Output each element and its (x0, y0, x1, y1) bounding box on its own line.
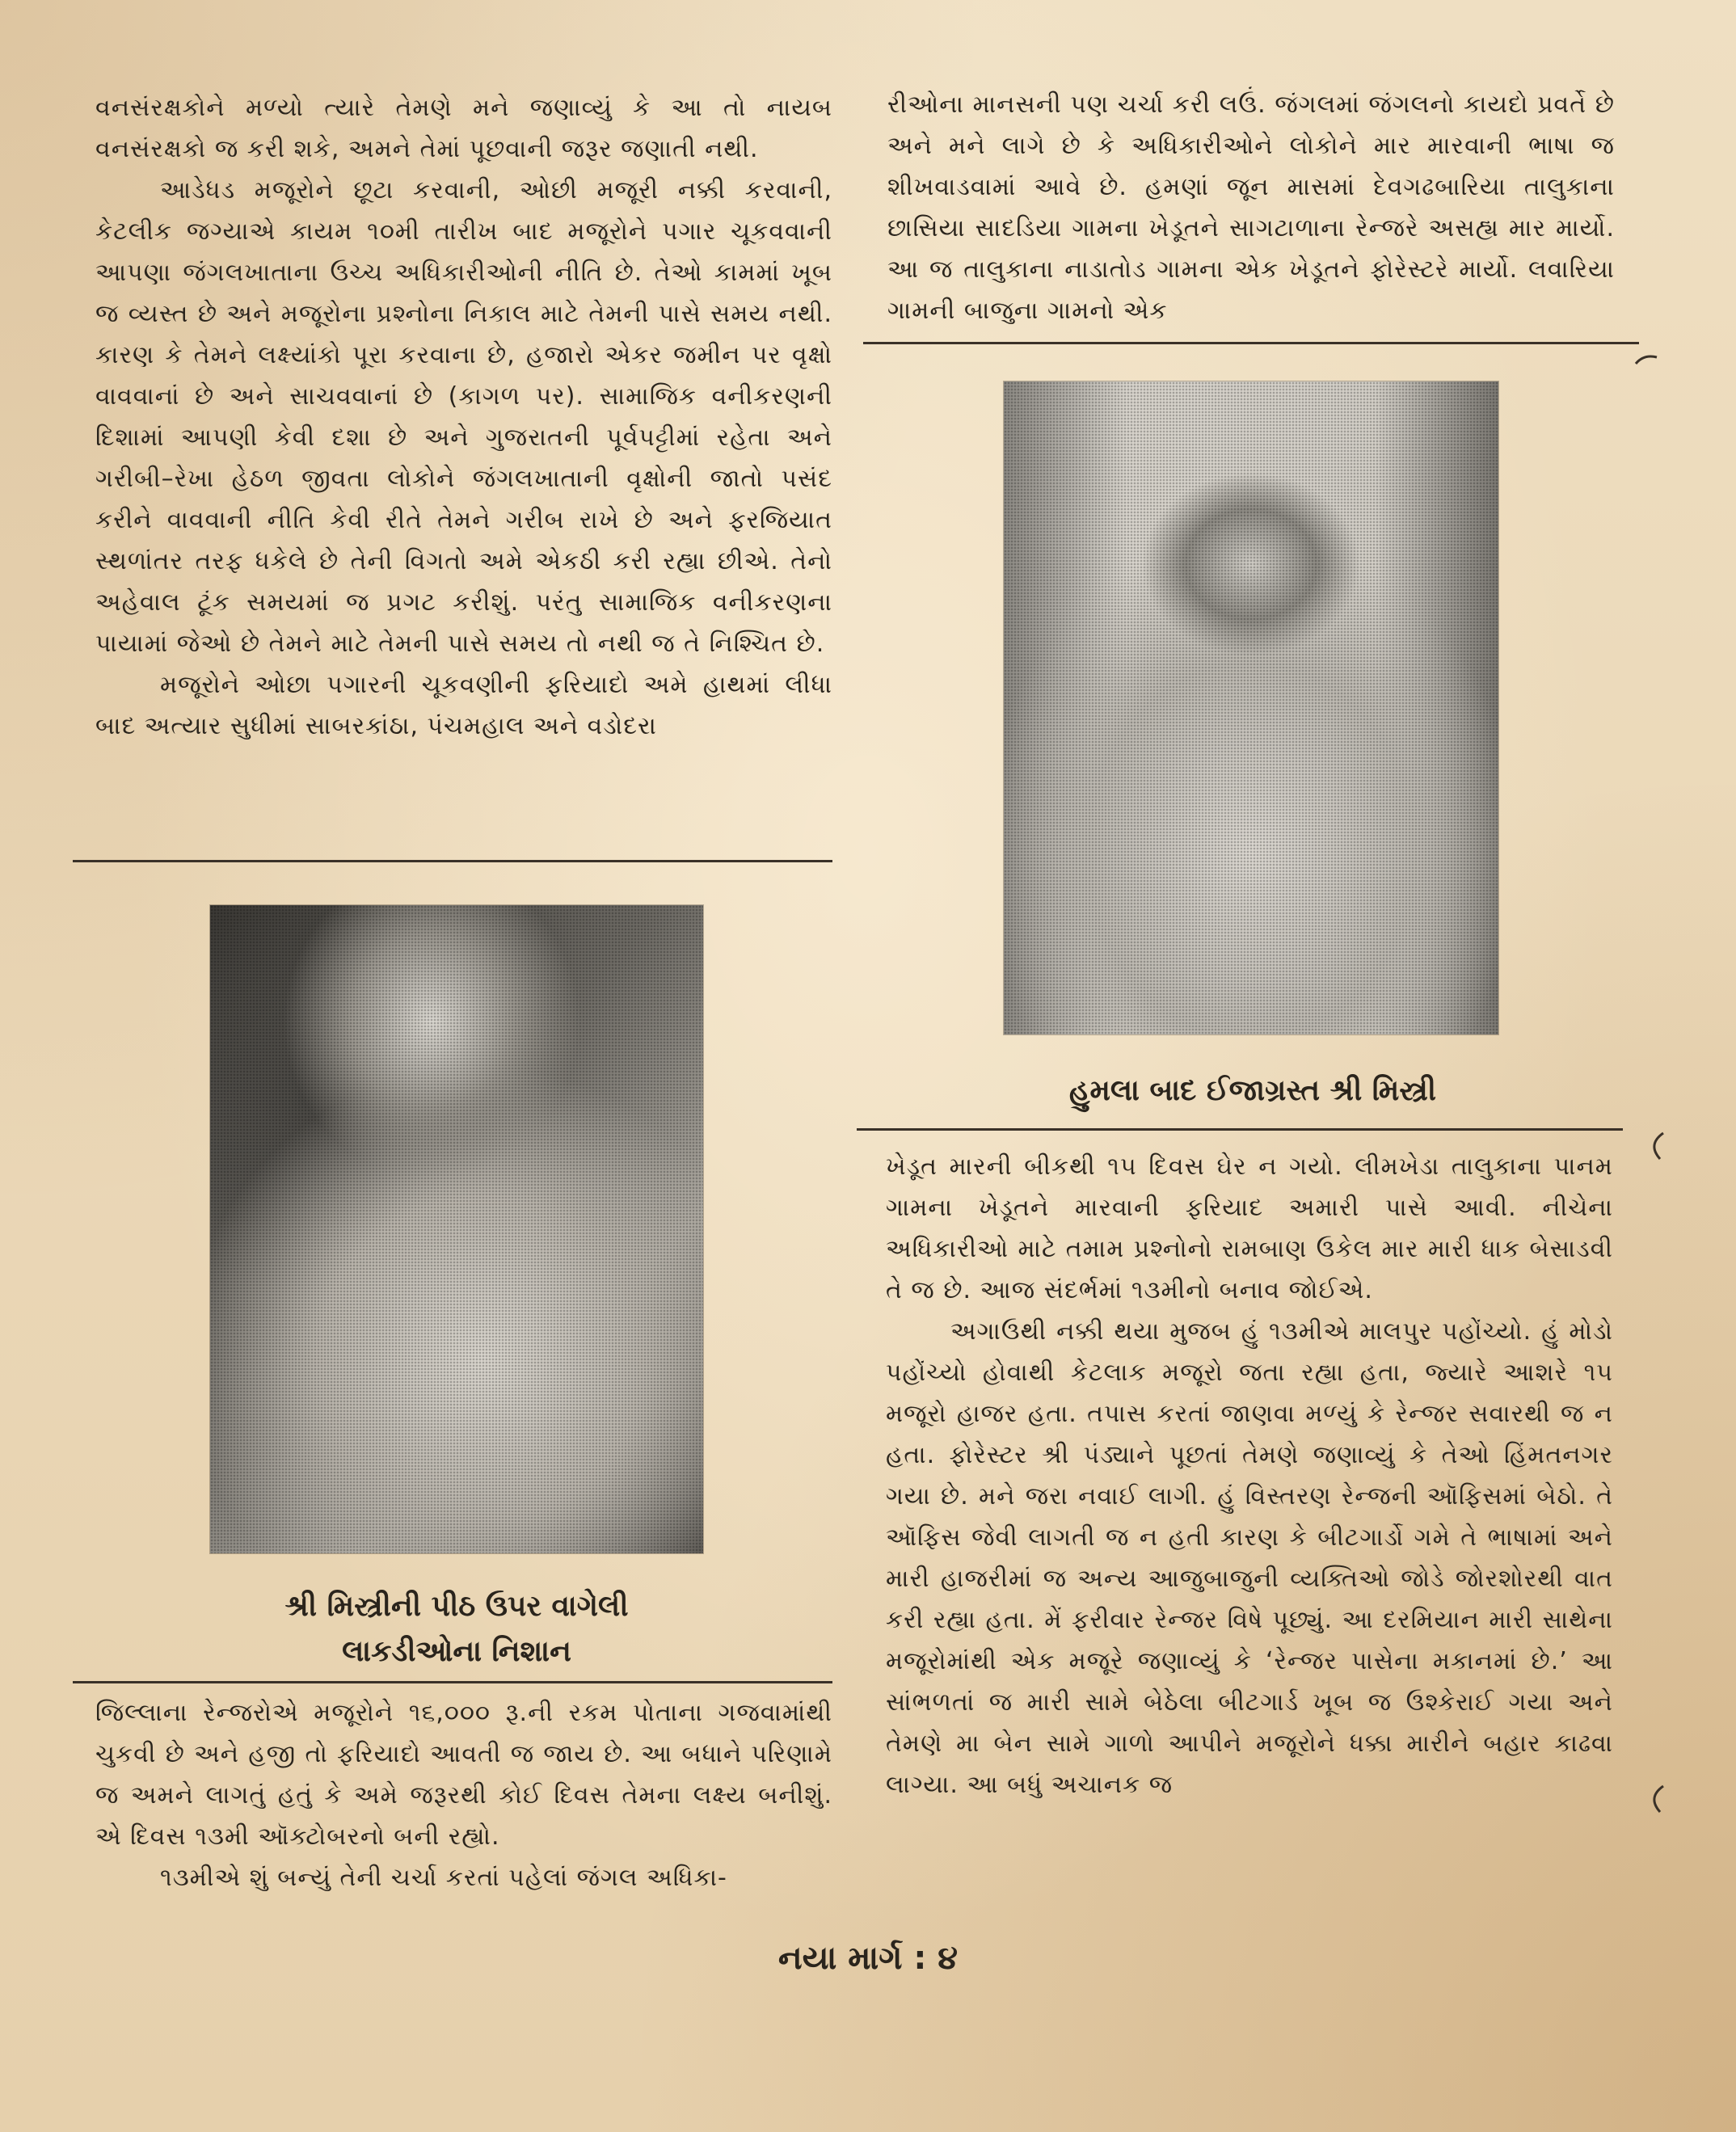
halftone-texture (1004, 381, 1498, 1034)
photo-back-injury (210, 905, 703, 1553)
divider-left-bottom (73, 1681, 832, 1683)
left-column-bottom-text (95, 1692, 832, 1898)
caption-left-line1: શ્રી મિસ્ત્રીની પીઠ ઉપર વાગેલી (284, 1590, 629, 1623)
divider-right-bottom (857, 1128, 1623, 1131)
paragraph: ખેડૂત મારની બીકથી ૧૫ દિવસ ઘેર ન ગયો. લીમખેડા તાલુકાના પાનમ ગામના ખેડૂતને મારવાની ફરિયાદ અમારી પાસે આવી. નીચેના અધિકારીઓ માટે તમામ પ્રશ્નોનો રામબાણ ઉકેલ માર મારી ધાક બેસાડવી તે જ છે. આજ સંદર્ભમાં ૧૩મીનો બનાવ જોઈએ. (886, 1152, 1613, 1304)
binding-mark-icon (1633, 348, 1665, 380)
paragraph: અગાઉથી નક્કી થયા મુજબ હું ૧૩મીએ માલપુર પહોંચ્યો. હું મોડો પહોંચ્યો હોવાથી કેટલાક મજૂરો જતા રહ્યા હતા, જ્યારે આશરે ૧૫ મજૂરો હાજર હતા. તપાસ કરતાં જાણવા મળ્યું કે રેન્જર સવારથી જ ન હતા. ફોરેસ્ટર શ્રી પંડ્યાને પૂછતાં તેમણે જણાવ્યું કે તેઓ હિંમતનગર ગયા છે. મને જરા નવાઈ લાગી. હું વિસ્તરણ રેન્જની ઑફિસમાં બેઠો. તે ઑફિસ જેવી લાગતી જ ન હતી કારણ કે બીટગાર્ડો ગમે તે ભાષામાં અને મારી હાજરીમાં જ અન્ય આજુબાજુની વ્યક્તિઓ જોડે જોરશોરથી વાત કરી રહ્યા હતા. મેં ફરીવાર રેન્જર વિષે પૂછ્યું. આ દરમિયાન મારી સાથેના મજૂરોમાંથી એક મજૂરે જણાવ્યું કે ‘રેન્જર પાસેના મકાનમાં છે.’ આ સાંભળતાં જ મારી સામે બેઠેલા બીટગાર્ડ ખૂબ જ ઉશ્કેરાઈ ગયા અને તેમણે મા બેન સામે ગાળો આપીને મજૂરોને ધક્કા મારીને બહાર કાઢવા લાગ્યા. આ બધું અચાનક જ (886, 1317, 1613, 1799)
binding-mark-icon (1639, 1130, 1671, 1162)
paragraph: વનસંરક્ષકોને મળ્યો ત્યારે તેમણે મને જણાવ્યું કે આ તો નાયબ વનસંરક્ષકો જ કરી શકે, અમને તેમાં પૂછવાની જરૂર જણાતી નથી. (95, 94, 832, 163)
right-column-bottom-text (886, 1146, 1613, 1805)
paragraph: આડેધડ મજૂરોને છૂટા કરવાની, ઓછી મજૂરી નક્કી કરવાની, કેટલીક જગ્યાએ કાયમ ૧૦મી તારીખ બાદ મજૂરોને પગાર ચૂકવવાની આપણા જંગલખાતાના ઉચ્ચ અધિકારીઓની નીતિ છે. તેઓ કામમાં ખૂબ જ વ્યસ્ત છે અને મજૂરોના પ્રશ્નોના નિકાલ માટે તેમની પાસે સમય નથી. કારણ કે તેમને લક્ષ્યાંકો પૂરા કરવાના છે, હજારો એકર જમીન પર વૃક્ષો વાવવાનાં છે અને સાચવવાનાં છે (કાગળ પર). સામાજિક વનીકરણની દિશામાં આપણી કેવી દશા છે અને ગુજરાતની પૂર્વપટ્ટીમાં રહેતા અને ગરીબી–રેખા હેઠળ જીવતા લોકોને જંગલખાતાની વૃક્ષોની જાતો પસંદ કરીને વાવવાની નીતિ કેવી રીતે તેમને ગરીબ રાખે છે અને ફરજિયાત સ્થળાંતર તરફ ધકેલે છે તેની વિગતો અમે એકઠી કરી રહ્યા છીએ. તેનો અહેવાલ ટૂંક સમયમાં જ પ્રગટ કરીશું. પરંતુ સામાજિક વનીકરણના પાયામાં જેઓ છે તેમને માટે તેમની પાસે સમય તો નથી જ તે નિશ્ચિત છે. (95, 176, 832, 658)
halftone-texture (210, 905, 703, 1553)
right-column-top-text (887, 84, 1615, 331)
paragraph: ૧૩મીએ શું બન્યું તેની ચર્ચા કરતાં પહેલાં જંગલ અધિકા- (160, 1864, 727, 1892)
left-column-top-text (95, 87, 832, 747)
paragraph: રીઓના માનસની પણ ચર્ચા કરી લઉં. જંગલમાં જંગલનો કાયદો પ્રવર્તે છે અને મને લાગે છે કે અધિકારીઓને લોકોને માર મારવાની ભાષા જ શીખવાડવામાં આવે છે. હમણાં જૂન માસમાં દેવગઢબારિયા તાલુકાના છાસિયા સાદડિયા ગામના ખેડૂતને સાગટાળાના રેન્જરે અસહ્ય માર માર્યો. આ જ તાલુકાના નાડાતોડ ગામના એક ખેડૂતને ફોરેસ્ટરે માર્યો. લવારિયા ગામની બાજુના ગામનો એક (887, 91, 1615, 325)
binding-mark-icon (1639, 1783, 1671, 1815)
paragraph: જિલ્લાના રેન્જરોએ મજૂરોને ૧૬,૦૦૦ રૂ.ની રકમ પોતાના ગજવામાંથી ચુકવી છે અને હજી તો ફરિયાદો આવતી જ જાય છે. આ બધાને પરિણામે જ અમને લાગતું હતું કે અમે જરૂરથી કોઈ દિવસ તેમના લક્ષ્ય બનીશું. એ દિવસ ૧૩મી ઑક્ટોબરનો બની રહ્યો. (95, 1699, 832, 1851)
page-footer: નયા માર્ગ : ૪ (777, 1940, 959, 1977)
caption-left (162, 1584, 752, 1675)
caption-right: હુમલા બાદ ઈજાગ્રસ્ત શ્રી મિસ્ત્રી (1068, 1074, 1437, 1107)
caption-left-line2: લાકડીઓના નિશાન (342, 1635, 571, 1668)
divider-right-top (863, 342, 1639, 344)
paragraph: મજૂરોને ઓછા પગારની ચૂકવણીની ફરિયાદો અમે હાથમાં લીધા બાદ અત્યાર સુધીમાં સાબરકાંઠા, પંચમહાલ અને વડોદરા (95, 671, 832, 740)
photo-injured-person (1004, 381, 1498, 1034)
divider-left-top (73, 860, 832, 862)
